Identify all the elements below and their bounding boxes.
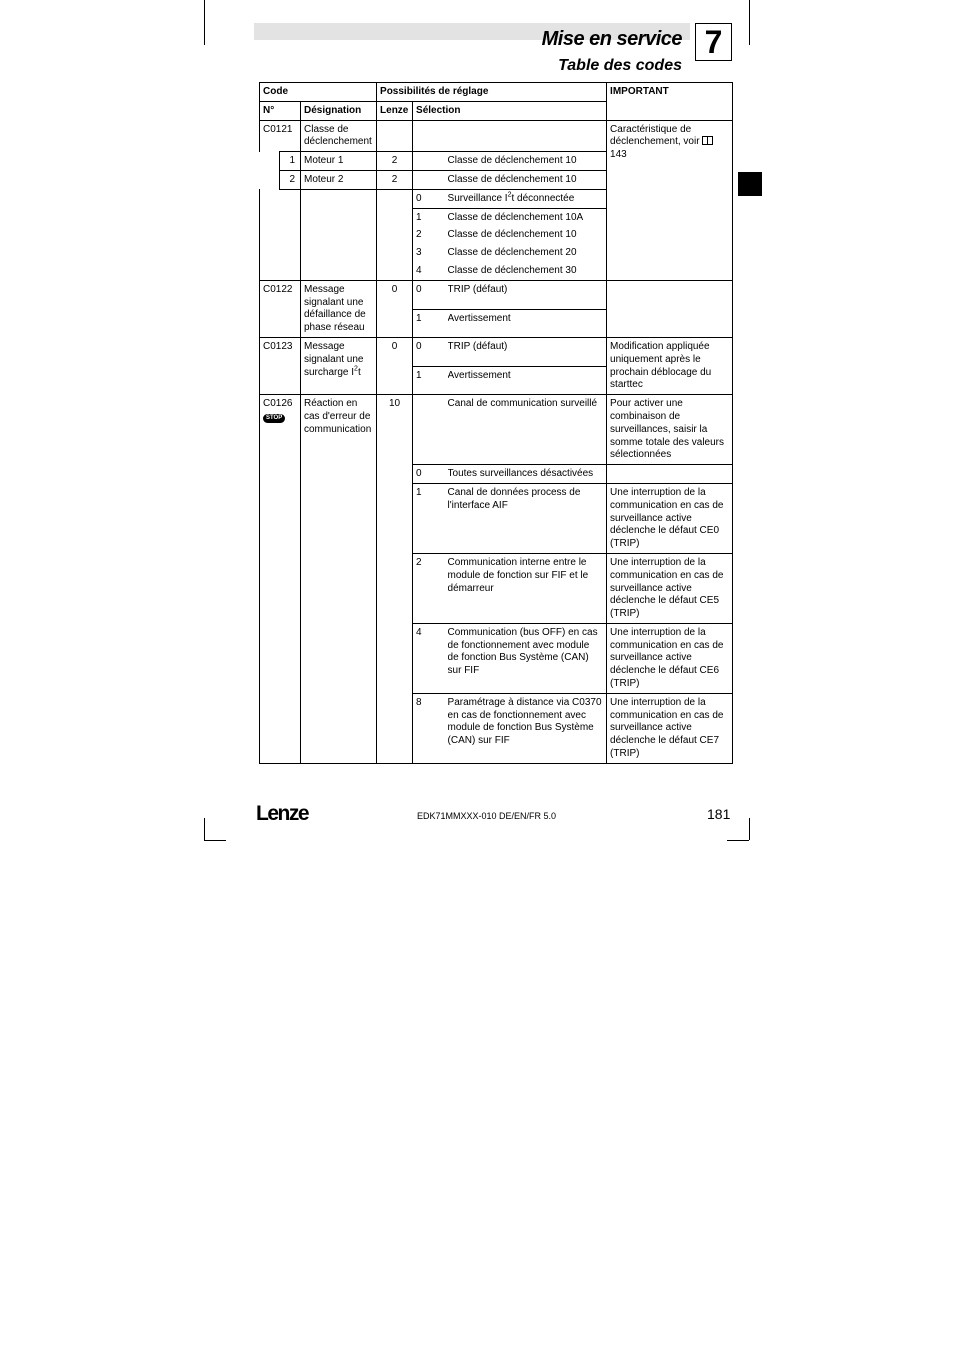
important-cell [607,280,733,337]
table-row [260,120,733,152]
code-cell: C0123 [260,337,301,394]
code-cell: C0121 [260,120,301,152]
selection-text: Canal de données process de l'interface AIF [448,483,607,553]
header-no: N° [260,101,301,120]
crop-mark [749,818,750,840]
page-number: 181 [707,806,731,822]
selection-value: 8 [413,693,448,763]
selection-value: 0 [413,280,448,310]
selection-value: 4 [413,262,448,280]
selection-text: TRIP (défaut) [448,337,607,366]
subcode-number: 2 [280,170,301,189]
lenze-cell: 10 [377,395,413,764]
code-cell: C0126 STOP [260,395,301,764]
selection-text: Classe de déclenchement 10 [448,170,607,189]
important-cell: Modification appliquée uniquement après le prochain déblocage du starttec [607,337,733,394]
selection-value: 2 [413,553,448,623]
lenze-cell: 2 [377,152,413,171]
crop-mark [204,818,205,840]
lenze-cell [377,189,413,280]
lenze-cell: 2 [377,170,413,189]
table-row [260,280,733,310]
table-header-row [260,83,733,102]
header-code: Code [260,83,377,102]
selection-value [413,170,448,189]
selection-cell [413,120,607,152]
selection-value: 2 [413,226,448,244]
lenze-cell [377,120,413,152]
selection-text: Avertissement [448,310,607,338]
selection-text: Surveillance $I^2t$ déconnectée [448,189,607,208]
code-cell: C0122 [260,280,301,337]
important-cell: Une interruption de la communication en cas de surveillance active déclenche le défaut CE0 (TRIP) [607,483,733,553]
lenze-cell: 0 [377,280,413,337]
designation-cell: Message signalant une surcharge $I^2t$ [301,337,377,394]
designation-cell: Message signalant une défaillance de phase réseau [301,280,377,337]
selection-value: 0 [413,189,448,208]
selection-value [413,152,448,171]
important-cell [607,465,733,484]
selection-value: 1 [413,366,448,395]
chapter-number: 7 [695,23,732,61]
selection-value: 1 [413,208,448,226]
selection-text: Classe de déclenchement 30 [448,262,607,280]
lenze-cell: 0 [377,337,413,394]
crop-mark [204,0,205,45]
header-important: IMPORTANT [607,83,733,121]
crop-mark [749,0,750,45]
selection-text: Classe de déclenchement 10 [448,226,607,244]
selection-value: 4 [413,623,448,693]
crop-mark [727,840,749,841]
selection-value: 0 [413,337,448,366]
designation-cell [301,189,377,280]
subcode-number: 1 [280,152,301,171]
selection-text: TRIP (défaut) [448,280,607,310]
document-reference: EDK71MMXXX-010 DE/EN/FR 5.0 [417,811,557,821]
book-icon [702,136,713,145]
subcode-name: Moteur 1 [301,152,377,171]
selection-value: 3 [413,244,448,262]
table-row [260,337,733,366]
header-possibilites: Possibilités de réglage [377,83,607,102]
selection-text: Classe de déclenchement 20 [448,244,607,262]
designation-cell: Classe de déclenchement [301,120,377,152]
important-cell: Une interruption de la communication en cas de surveillance active déclenche le défaut CE5 (TRIP) [607,553,733,623]
designation-cell: Réaction en cas d'erreur de communication [301,395,377,764]
spacer-cell [260,189,301,280]
important-cell: Caractéristique de déclenchement, voir 143 [607,120,733,280]
selection-text: Communication interne entre le module de fonction sur FIF et le démarreur [448,553,607,623]
header-selection: Sélection [413,101,607,120]
selection-text: Toutes surveillances désactivées [448,465,607,484]
subcode-name: Moteur 2 [301,170,377,189]
selection-text: Canal de communication surveillé [448,395,607,465]
important-cell: Une interruption de la communication en cas de surveillance active déclenche le défaut CE7 (TRIP) [607,693,733,763]
selection-text: Classe de déclenchement 10A [448,208,607,226]
lenze-logo: Lenze [256,802,309,825]
important-cell: Pour activer une combinaison de surveillances, saisir la somme totale des valeurs sélectionnées [607,395,733,465]
header-lenze: Lenze [377,101,413,120]
selection-text: Avertissement [448,366,607,395]
selection-text: Classe de déclenchement 10 [448,152,607,171]
table-row [260,395,733,465]
page-title: Mise en service [541,28,682,50]
selection-text: Communication (bus OFF) en cas de fonctionnement avec module de fonction Bus Système (CAN) sur FIF [448,623,607,693]
important-cell: Une interruption de la communication en cas de surveillance active déclenche le défaut CE6 (TRIP) [607,623,733,693]
code-table [259,82,733,764]
selection-text: Paramétrage à distance via C0370 en cas de fonctionnement avec module de fonction Bus Système (CAN) sur FIF [448,693,607,763]
header-designation: Désignation [301,101,377,120]
selection-value: 1 [413,310,448,338]
page-subtitle: Table des codes [558,57,682,74]
chapter-tab-marker [738,172,762,196]
selection-value: 0 [413,465,448,484]
stop-icon: STOP [263,414,285,423]
spacer-cell [260,152,280,171]
spacer-cell [260,170,280,189]
selection-value [413,395,448,465]
selection-value: 1 [413,483,448,553]
crop-mark [204,840,226,841]
